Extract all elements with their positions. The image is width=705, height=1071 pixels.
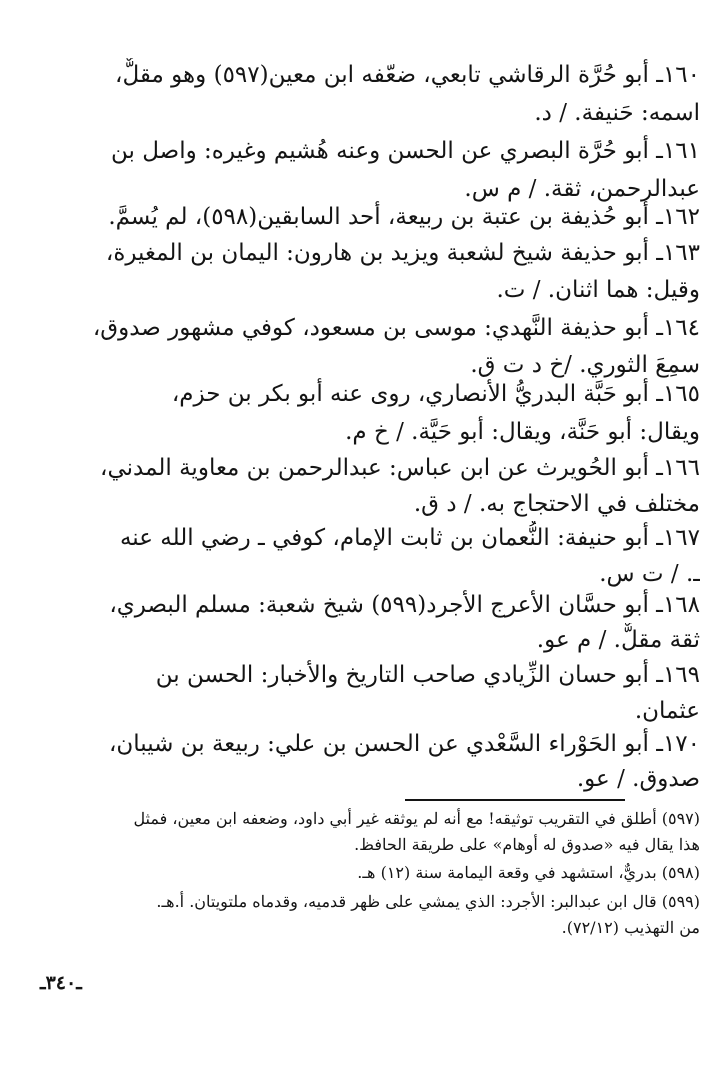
page-number: ـ٣٤٠ـ: [40, 972, 82, 994]
entry-170-line-2: صدوق. / عو.: [576, 766, 700, 792]
entry-160-line-2: اسمه: حَنيفة. / د.: [534, 100, 700, 126]
entry-165-line-1: ١٦٥ـ أبو حَبَّة البدريُّ الأنصاري، روى عنه أبو بكر بن حزم،: [171, 381, 700, 407]
entry-161-line-1: ١٦١ـ أبو حُرَّة البصري عن الحسن وعنه هُشيم وغيره: واصل بن: [111, 138, 700, 164]
entry-163-line-1: ١٦٣ـ أبو حذيفة شيخ لشعبة ويزيد بن هارون: اليمان بن المغيرة،: [105, 240, 700, 266]
entry-161-line-2: عبدالرحمن، ثقة. / م س.: [464, 176, 700, 202]
entry-164-line-2: سمِعَ الثوري. /خ د ت ق.: [470, 352, 700, 378]
footnote-597-line-2: هذا يقال فيه «صدوق له أوهام» على طريقة الحافظ.: [354, 835, 700, 854]
footnote-598: (٥٩٨) بدريٌّ، استشهد في وقعة اليمامة سنة (١٢) هـ.: [357, 863, 700, 882]
entry-160-line-1: ١٦٠ـ أبو حُرَّة الرقاشي تابعي، ضعّفه ابن معين(٥٩٧) وهو مقلٌّ،: [115, 62, 700, 88]
entry-166-line-2: مختلف في الاحتجاج به. / د ق.: [413, 491, 700, 517]
entry-169-line-2: عثمان.: [634, 698, 700, 724]
entry-167-line-2: ـ. / ت س.: [599, 561, 700, 587]
entry-164-line-1: ١٦٤ـ أبو حذيفة النَّهدي: موسى بن مسعود، كوفي مشهور صدوق،: [92, 315, 700, 341]
footnote-599-line-1: (٥٩٩) قال ابن عبدالبر: الأجرد: الذي يمشي على ظهر قدميه، وقدماه ملتويتان. أ.هـ.: [156, 892, 700, 911]
footnote-599-line-2: من التهذيب (٧٢/١٢).: [561, 918, 700, 937]
entry-168-line-2: ثقة مقلٌّ. / م عو.: [536, 627, 700, 653]
entry-167-line-1: ١٦٧ـ أبو حنيفة: النُّعمان بن ثابت الإمام، كوفي ـ رضي الله عنه: [119, 525, 700, 551]
entry-166-line-1: ١٦٦ـ أبو الحُويرث عن ابن عباس: عبدالرحمن بن معاوية المدني،: [100, 455, 700, 481]
entry-170-line-1: ١٧٠ـ أبو الحَوْراء السَّعْدي عن الحسن بن علي: ربيعة بن شيبان،: [108, 731, 700, 757]
entry-168-line-1: ١٦٨ـ أبو حسَّان الأعرج الأجرد(٥٩٩) شيخ شعبة: مسلم البصري،: [109, 592, 700, 618]
entry-162-line-1: ١٦٢ـ أبو حُذيفة بن عتبة بن ربيعة، أحد السابقين(٥٩٨)، لم يُسمَّ.: [108, 204, 700, 230]
footnote-597-line-1: (٥٩٧) أطلق في التقريب توثيقه! مع أنه لم يوثقه غير أبي داود، وضعفه ابن معين، فمثل: [133, 809, 700, 828]
entry-163-line-2: وقيل: هما اثنان. / ت.: [496, 277, 700, 303]
footnote-separator: [405, 799, 625, 801]
entry-169-line-1: ١٦٩ـ أبو حسان الزِّيادي صاحب التاريخ والأخبار: الحسن بن: [155, 662, 700, 688]
entry-165-line-2: ويقال: أبو حَنَّة، ويقال: أبو حَيَّة. / خ م.: [345, 419, 700, 445]
